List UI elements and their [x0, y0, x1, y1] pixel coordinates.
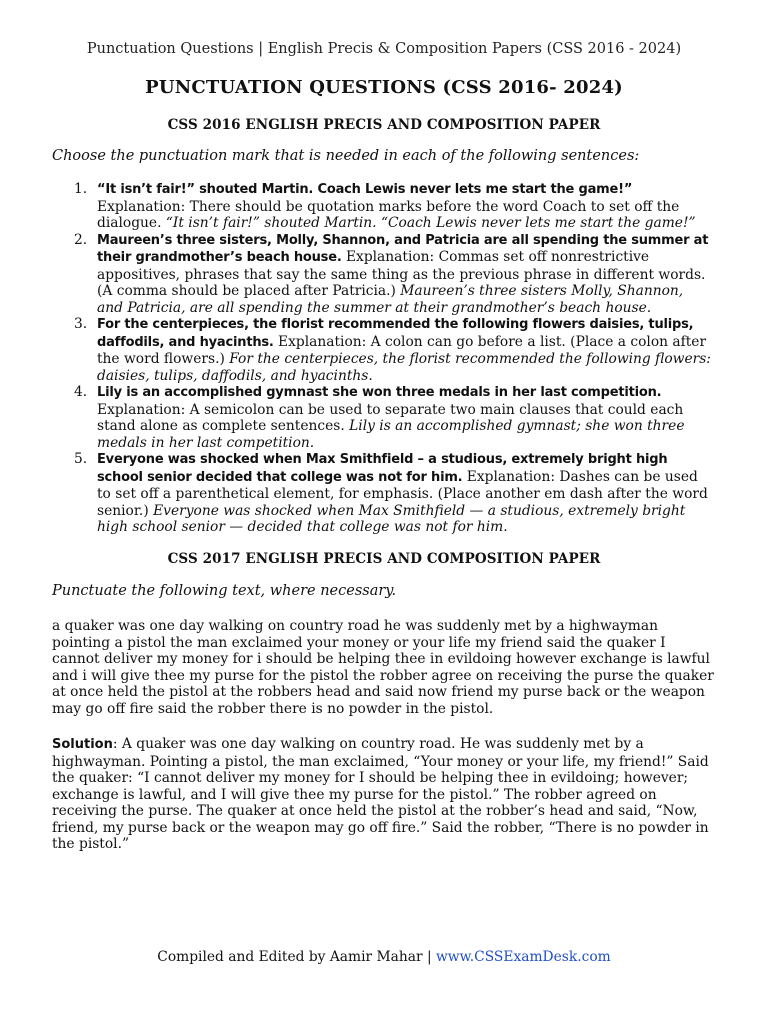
question-answer: Maureen’s three sisters Molly, Shannon, and Patricia, are all spending the summer at their grandmother’s beach house.: [97, 283, 684, 316]
solution-paragraph: [52, 736, 716, 853]
question-answer: “It isn’t fair!” shouted Martin. “Coach Lewis never lets me start the game!”: [165, 215, 696, 231]
section-heading-2016: CSS 2016 ENGLISH PRECIS AND COMPOSITION PAPER: [167, 117, 601, 133]
instruction-2016: Choose the punctuation mark that is needed in each of the following sentences:: [52, 148, 640, 164]
question-explanation: Explanation: Dashes can be used to set off a parenthetical element, for emphasis. (Place another em dash after the word senior.): [97, 468, 708, 519]
instruction-2017: Punctuate the following text, where necessary.: [52, 583, 397, 599]
question-number: 5.: [74, 451, 88, 467]
footer-credit: Compiled and Edited by Aamir Mahar |: [157, 949, 436, 965]
question-answer: Lily is an accomplished gymnast; she won three medals in her last competition.: [97, 418, 685, 451]
question-item: [52, 181, 712, 232]
question-number: 2.: [74, 231, 88, 248]
question-explanation: Explanation: There should be quotation marks before the word Coach to set off the dialogue.: [97, 198, 680, 231]
question-item: [52, 232, 712, 317]
question-explanation: Explanation: A semicolon can be used to separate two main clauses that could each stand alone as complete sentences.: [97, 401, 684, 434]
question-text: Lily is an accomplished gymnast she won three medals in her last competition.: [97, 385, 662, 400]
question-answer: Everyone was shocked when Max Smithfield — a studious, extremely bright high school senior — decided that college was not for him.: [97, 502, 686, 535]
question-text: Everyone was shocked when Max Smithfield – a studious, extremely bright high school senior decided that college was not for him.: [97, 452, 668, 485]
unpunctuated-passage: a quaker was one day walking on country road he was suddenly met by a highwayman pointing a pistol the man exclaimed your money or your life my friend said the quaker I cannot deliver my money for i should be helping thee in evildoing however exchange is lawful and i will give thee my purse for the pistol the robber agree on receiving the purse the quaker at once held the pistol at the robbers head and said now friend my purse back or the weapon may go off fire said the robber there is no powder in the pistol.: [52, 618, 714, 717]
website-link[interactable]: www.CSSExamDesk.com: [435, 949, 611, 965]
solution-text: : A quaker was one day walking on country road. He was suddenly met by a highwayman. Pointing a pistol, the man exclaimed, “Your money or your life, my friend!” Said the quaker: “I cannot deliver my money for I should be helping thee in evildoing; however; exchange is lawful, and I will give thee my purse for the pistol.” The robber agreed on receiving the purse. The quaker at once held the pistol at the robber’s head and said, “Now, friend, my purse back or the weapon may go off fire.” Said the robber, “There is no powder in the pistol.”: [52, 736, 709, 852]
page-title: PUNCTUATION QUESTIONS (CSS 2016- 2024): [145, 77, 623, 98]
question-number: 4.: [74, 384, 88, 400]
question-list-2016: [52, 181, 712, 536]
question-item: [52, 451, 712, 536]
page-footer: [0, 949, 768, 965]
question-text: “It isn’t fair!” shouted Martin. Coach Lewis never lets me start the game!”: [97, 182, 633, 197]
section-heading-2017: CSS 2017 ENGLISH PRECIS AND COMPOSITION PAPER: [167, 551, 601, 567]
question-number: 1.: [74, 181, 88, 197]
running-header: Punctuation Questions | English Precis & Composition Papers (CSS 2016 - 2024): [86, 41, 682, 57]
question-item: [52, 384, 712, 451]
question-explanation: Explanation: Commas set off nonrestrictive appositives, phrases that say the same thing as the previous phrase in different words. (A comma should be placed after Patricia.): [97, 249, 706, 299]
question-explanation: Explanation: A colon can go before a list. (Place a colon after the word flowers.): [97, 333, 707, 367]
question-answer: For the centerpieces, the florist recommended the following flowers: daisies, tulips, daffodils, and hyacinths.: [97, 351, 711, 384]
solution-label: Solution: [52, 737, 113, 752]
question-item: [52, 316, 712, 384]
question-text: For the centerpieces, the florist recommended the following flowers daisies, tulips, daffodils, and hyacinths.: [97, 317, 694, 350]
question-number: 3.: [74, 316, 88, 332]
question-text: Maureen’s three sisters, Molly, Shannon, and Patricia are all spending the summer at their grandmother’s beach house.: [97, 232, 709, 265]
